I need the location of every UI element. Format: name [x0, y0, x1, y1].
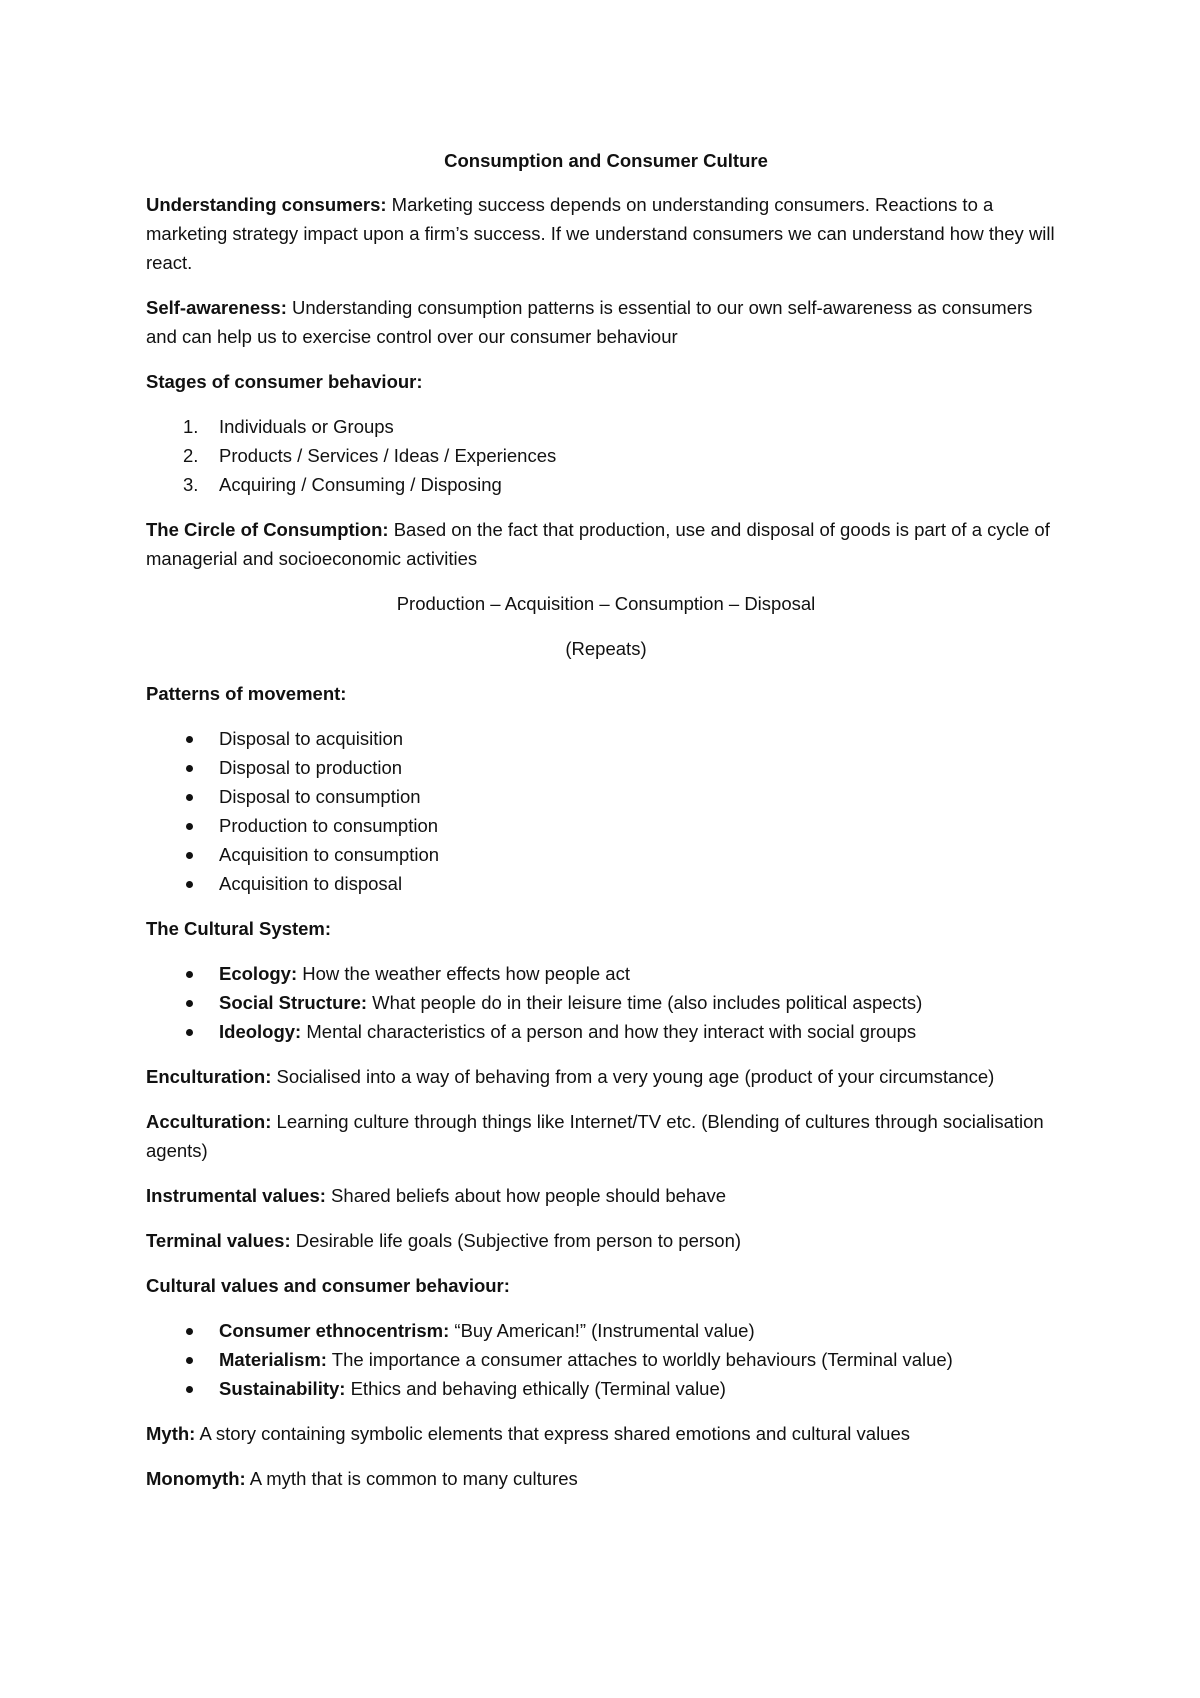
patterns-list: [146, 724, 1066, 898]
terminal-text: Desirable life goals (Subjective from person to person): [290, 1230, 742, 1251]
stages-list: [146, 412, 1066, 499]
understanding-label: Understanding consumers:: [146, 194, 387, 215]
stages-heading: Stages of consumer behaviour:: [146, 371, 423, 392]
list-item-label: Materialism:: [219, 1349, 327, 1370]
list-item-text: Products / Services / Ideas / Experiences: [219, 445, 557, 466]
terminal-label: Terminal values:: [146, 1230, 291, 1251]
list-item-text: Disposal to production: [219, 757, 403, 778]
list-item: [146, 988, 1066, 1017]
monomyth-label: Monomyth:: [146, 1468, 246, 1489]
patterns-heading: Patterns of movement:: [146, 683, 347, 704]
bullet-icon: [186, 971, 193, 978]
enculturation-paragraph: [146, 1062, 1066, 1091]
self-awareness-paragraph: [146, 293, 1066, 351]
bullet-icon: [186, 852, 193, 859]
list-item-text: Disposal to consumption: [219, 786, 421, 807]
list-item-label: Sustainability:: [219, 1378, 346, 1399]
list-item: [146, 441, 1066, 470]
list-item: [146, 1316, 1066, 1345]
list-item-label: Ideology:: [219, 1021, 302, 1042]
bullet-icon: [186, 823, 193, 830]
instrumental-paragraph: [146, 1181, 1066, 1210]
self-awareness-text: Understanding consumption patterns is essential to our own self-awareness as consumers and can help us to exercise control over our consumer behaviour: [146, 297, 1033, 347]
myth-text: A story containing symbolic elements that express shared emotions and cultural values: [195, 1423, 911, 1444]
list-number: 2.: [183, 445, 199, 466]
bullet-icon: [186, 881, 193, 888]
cultural-system-list: [146, 959, 1066, 1046]
consumption-repeats: (Repeats): [565, 638, 647, 659]
myth-paragraph: [146, 1419, 1066, 1448]
monomyth-paragraph: [146, 1464, 1066, 1493]
list-item: [146, 1374, 1066, 1403]
document-content: [146, 146, 1066, 1509]
list-item-text: Mental characteristics of a person and how they interact with social groups: [301, 1021, 917, 1042]
cultural-system-heading: The Cultural System:: [146, 918, 332, 939]
list-item: [146, 782, 1066, 811]
list-item: [146, 840, 1066, 869]
list-number: 3.: [183, 474, 199, 495]
list-item: [146, 869, 1066, 898]
acculturation-text: Learning culture through things like Internet/TV etc. (Blending of cultures through socialisation agents): [146, 1111, 1044, 1161]
list-item: [146, 412, 1066, 441]
list-item-text: Production to consumption: [219, 815, 439, 836]
list-item: [146, 1345, 1066, 1374]
list-item: [146, 724, 1066, 753]
list-item: [146, 959, 1066, 988]
bullet-icon: [186, 1386, 193, 1393]
list-item-text: Acquisition to disposal: [219, 873, 403, 894]
bullet-icon: [186, 1328, 193, 1335]
bullet-icon: [186, 736, 193, 743]
instrumental-text: Shared beliefs about how people should behave: [325, 1185, 727, 1206]
list-item-label: Social Structure:: [219, 992, 368, 1013]
list-item-text: Ethics and behaving ethically (Terminal value): [345, 1378, 726, 1399]
list-item-text: The importance a consumer attaches to worldly behaviours (Terminal value): [326, 1349, 953, 1370]
list-item-text: Disposal to acquisition: [219, 728, 404, 749]
bullet-icon: [186, 1000, 193, 1007]
list-item: [146, 470, 1066, 499]
circle-label: The Circle of Consumption:: [146, 519, 389, 540]
understanding-text: Marketing success depends on understanding consumers. Reactions to a marketing strategy impact upon a firm’s success. If we understand consumers we can understand how they will react.: [146, 194, 1055, 273]
list-item: [146, 811, 1066, 840]
list-item-label: Ecology:: [219, 963, 298, 984]
list-item-text: What people do in their leisure time (also includes political aspects): [367, 992, 923, 1013]
myth-label: Myth:: [146, 1423, 196, 1444]
list-item-label: Consumer ethnocentrism:: [219, 1320, 450, 1341]
bullet-icon: [186, 765, 193, 772]
monomyth-text: A myth that is common to many cultures: [245, 1468, 578, 1489]
bullet-icon: [186, 794, 193, 801]
understanding-paragraph: [146, 190, 1066, 277]
bullet-icon: [186, 1357, 193, 1364]
self-awareness-label: Self-awareness:: [146, 297, 287, 318]
circle-paragraph: [146, 515, 1066, 573]
consumption-flow: Production – Acquisition – Consumption – Disposal: [396, 593, 816, 614]
acculturation-paragraph: [146, 1107, 1066, 1165]
document-title: Consumption and Consumer Culture: [444, 150, 768, 171]
bullet-icon: [186, 1029, 193, 1036]
list-item-text: Individuals or Groups: [219, 416, 394, 437]
circle-text: Based on the fact that production, use and disposal of goods is part of a cycle of managerial and socioeconomic activities: [146, 519, 1050, 569]
list-number: 1.: [183, 416, 199, 437]
enculturation-label: Enculturation:: [146, 1066, 272, 1087]
list-item: [146, 1017, 1066, 1046]
list-item-text: “Buy American!” (Instrumental value): [449, 1320, 755, 1341]
list-item-text: Acquiring / Consuming / Disposing: [219, 474, 502, 495]
enculturation-text: Socialised into a way of behaving from a very young age (product of your circumstance): [271, 1066, 995, 1087]
list-item-text: How the weather effects how people act: [297, 963, 630, 984]
terminal-paragraph: [146, 1226, 1066, 1255]
list-item-text: Acquisition to consumption: [219, 844, 440, 865]
instrumental-label: Instrumental values:: [146, 1185, 326, 1206]
list-item: [146, 753, 1066, 782]
acculturation-label: Acculturation:: [146, 1111, 272, 1132]
cultural-values-heading: Cultural values and consumer behaviour:: [146, 1275, 510, 1296]
cultural-values-list: [146, 1316, 1066, 1403]
